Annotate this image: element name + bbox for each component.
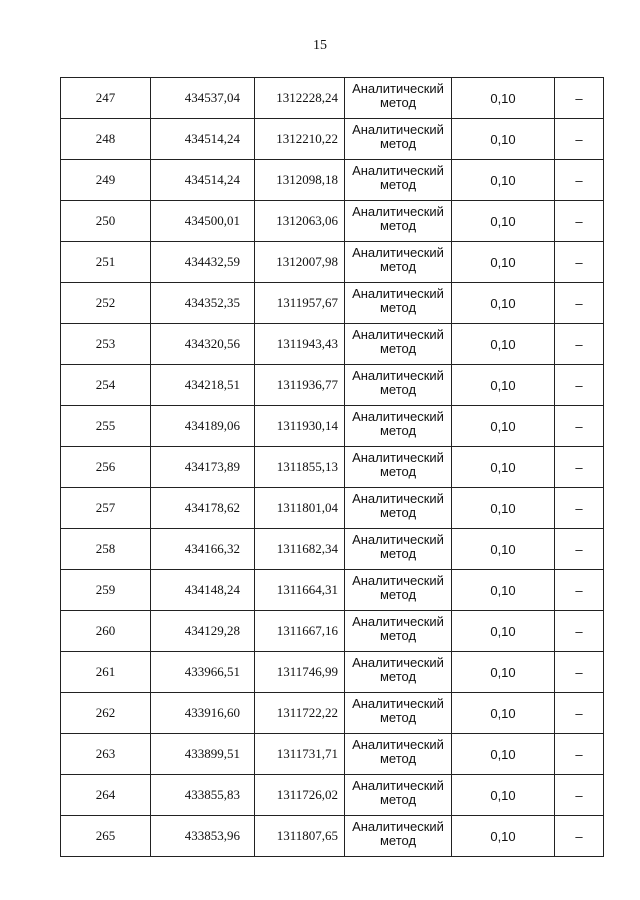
x-coordinate-cell: 433899,51 xyxy=(151,734,255,775)
x-coordinate-cell: 434352,35 xyxy=(151,283,255,324)
method-label-line2: метод xyxy=(379,464,417,479)
method-label-line2: метод xyxy=(379,218,417,233)
y-coordinate-cell: 1312210,22 xyxy=(255,119,345,160)
accuracy-cell: 0,10 xyxy=(452,570,555,611)
point-number-cell: 249 xyxy=(61,160,151,201)
method-cell xyxy=(345,652,452,693)
method-label-line2: метод xyxy=(379,628,417,643)
method-label-line2: метод xyxy=(379,792,417,807)
accuracy-cell: 0,10 xyxy=(452,693,555,734)
method-label-line2: метод xyxy=(379,669,417,684)
point-number-cell: 261 xyxy=(61,652,151,693)
point-number-cell: 256 xyxy=(61,447,151,488)
x-coordinate-cell: 433855,83 xyxy=(151,775,255,816)
method-label-line2: метод xyxy=(379,382,417,397)
coordinates-table xyxy=(60,77,604,857)
y-coordinate-cell: 1312007,98 xyxy=(255,242,345,283)
table-row xyxy=(61,611,604,652)
method-label-line2: метод xyxy=(379,423,417,438)
table-row xyxy=(61,324,604,365)
accuracy-cell: 0,10 xyxy=(452,201,555,242)
method-label-line1: Аналитический xyxy=(352,614,444,629)
method-cell xyxy=(345,406,452,447)
point-number-cell: 262 xyxy=(61,693,151,734)
method-cell xyxy=(345,119,452,160)
method-label-line1: Аналитический xyxy=(352,204,444,219)
x-coordinate-cell: 434500,01 xyxy=(151,201,255,242)
method-label-line1: Аналитический xyxy=(352,737,444,752)
method-cell xyxy=(345,611,452,652)
x-coordinate-cell: 434537,04 xyxy=(151,78,255,119)
point-number-cell: 264 xyxy=(61,775,151,816)
y-coordinate-cell: 1311930,14 xyxy=(255,406,345,447)
page-number: 15 xyxy=(313,38,327,53)
point-number-cell: 259 xyxy=(61,570,151,611)
method-label-line2: метод xyxy=(379,833,417,848)
y-coordinate-cell: 1311722,22 xyxy=(255,693,345,734)
accuracy-cell: 0,10 xyxy=(452,160,555,201)
method-label-line1: Аналитический xyxy=(352,327,444,342)
x-coordinate-cell: 434218,51 xyxy=(151,365,255,406)
method-cell xyxy=(345,529,452,570)
note-cell: – xyxy=(555,160,604,201)
point-number-cell: 252 xyxy=(61,283,151,324)
accuracy-cell: 0,10 xyxy=(452,283,555,324)
y-coordinate-cell: 1311807,65 xyxy=(255,816,345,857)
table-row xyxy=(61,652,604,693)
accuracy-cell: 0,10 xyxy=(452,652,555,693)
accuracy-cell: 0,10 xyxy=(452,447,555,488)
method-cell xyxy=(345,160,452,201)
method-cell xyxy=(345,816,452,857)
method-cell xyxy=(345,78,452,119)
method-label-line2: метод xyxy=(379,710,417,725)
method-cell xyxy=(345,447,452,488)
x-coordinate-cell: 434173,89 xyxy=(151,447,255,488)
method-cell xyxy=(345,365,452,406)
method-label-line1: Аналитический xyxy=(352,122,444,137)
table-row xyxy=(61,78,604,119)
method-label-line2: метод xyxy=(379,300,417,315)
table-row xyxy=(61,816,604,857)
note-cell: – xyxy=(555,775,604,816)
accuracy-cell: 0,10 xyxy=(452,365,555,406)
x-coordinate-cell: 434514,24 xyxy=(151,160,255,201)
method-label-line2: метод xyxy=(379,546,417,561)
note-cell: – xyxy=(555,406,604,447)
accuracy-cell: 0,10 xyxy=(452,816,555,857)
table-row xyxy=(61,283,604,324)
method-label-line1: Аналитический xyxy=(352,655,444,670)
note-cell: – xyxy=(555,324,604,365)
table-row xyxy=(61,160,604,201)
method-label-line2: метод xyxy=(379,259,417,274)
method-cell xyxy=(345,242,452,283)
method-label-line2: метод xyxy=(379,177,417,192)
method-cell xyxy=(345,734,452,775)
note-cell: – xyxy=(555,242,604,283)
accuracy-cell: 0,10 xyxy=(452,119,555,160)
x-coordinate-cell: 433916,60 xyxy=(151,693,255,734)
method-cell xyxy=(345,570,452,611)
point-number-cell: 254 xyxy=(61,365,151,406)
note-cell: – xyxy=(555,734,604,775)
note-cell: – xyxy=(555,570,604,611)
point-number-cell: 255 xyxy=(61,406,151,447)
y-coordinate-cell: 1311801,04 xyxy=(255,488,345,529)
method-label-line2: метод xyxy=(379,505,417,520)
x-coordinate-cell: 433853,96 xyxy=(151,816,255,857)
note-cell: – xyxy=(555,365,604,406)
accuracy-cell: 0,10 xyxy=(452,611,555,652)
table-row xyxy=(61,529,604,570)
x-coordinate-cell: 434189,06 xyxy=(151,406,255,447)
x-coordinate-cell: 434129,28 xyxy=(151,611,255,652)
method-label-line1: Аналитический xyxy=(352,81,444,96)
method-label-line1: Аналитический xyxy=(352,573,444,588)
y-coordinate-cell: 1312063,06 xyxy=(255,201,345,242)
x-coordinate-cell: 434148,24 xyxy=(151,570,255,611)
point-number-cell: 247 xyxy=(61,78,151,119)
y-coordinate-cell: 1311664,31 xyxy=(255,570,345,611)
accuracy-cell: 0,10 xyxy=(452,775,555,816)
coordinates-table-body xyxy=(61,78,604,857)
x-coordinate-cell: 434320,56 xyxy=(151,324,255,365)
x-coordinate-cell: 434432,59 xyxy=(151,242,255,283)
y-coordinate-cell: 1312228,24 xyxy=(255,78,345,119)
note-cell: – xyxy=(555,119,604,160)
accuracy-cell: 0,10 xyxy=(452,242,555,283)
table-row xyxy=(61,242,604,283)
y-coordinate-cell: 1311746,99 xyxy=(255,652,345,693)
y-coordinate-cell: 1311957,67 xyxy=(255,283,345,324)
note-cell: – xyxy=(555,693,604,734)
note-cell: – xyxy=(555,652,604,693)
x-coordinate-cell: 434166,32 xyxy=(151,529,255,570)
table-row xyxy=(61,119,604,160)
table-row xyxy=(61,406,604,447)
note-cell: – xyxy=(555,529,604,570)
point-number-cell: 263 xyxy=(61,734,151,775)
x-coordinate-cell: 433966,51 xyxy=(151,652,255,693)
table-row xyxy=(61,201,604,242)
method-label-line1: Аналитический xyxy=(352,696,444,711)
point-number-cell: 257 xyxy=(61,488,151,529)
method-label-line1: Аналитический xyxy=(352,409,444,424)
table-row xyxy=(61,734,604,775)
x-coordinate-cell: 434514,24 xyxy=(151,119,255,160)
method-label-line2: метод xyxy=(379,587,417,602)
table-row xyxy=(61,570,604,611)
y-coordinate-cell: 1312098,18 xyxy=(255,160,345,201)
table-row xyxy=(61,775,604,816)
note-cell: – xyxy=(555,283,604,324)
method-label-line2: метод xyxy=(379,95,417,110)
method-cell xyxy=(345,283,452,324)
method-label-line2: метод xyxy=(379,136,417,151)
method-cell xyxy=(345,488,452,529)
method-label-line1: Аналитический xyxy=(352,778,444,793)
table-row xyxy=(61,488,604,529)
y-coordinate-cell: 1311936,77 xyxy=(255,365,345,406)
method-cell xyxy=(345,324,452,365)
accuracy-cell: 0,10 xyxy=(452,78,555,119)
note-cell: – xyxy=(555,447,604,488)
y-coordinate-cell: 1311943,43 xyxy=(255,324,345,365)
method-label-line2: метод xyxy=(379,341,417,356)
y-coordinate-cell: 1311726,02 xyxy=(255,775,345,816)
x-coordinate-cell: 434178,62 xyxy=(151,488,255,529)
method-label-line1: Аналитический xyxy=(352,450,444,465)
method-cell xyxy=(345,201,452,242)
point-number-cell: 251 xyxy=(61,242,151,283)
note-cell: – xyxy=(555,611,604,652)
method-label-line1: Аналитический xyxy=(352,819,444,834)
point-number-cell: 248 xyxy=(61,119,151,160)
method-label-line1: Аналитический xyxy=(352,491,444,506)
point-number-cell: 260 xyxy=(61,611,151,652)
method-label-line1: Аналитический xyxy=(352,532,444,547)
y-coordinate-cell: 1311682,34 xyxy=(255,529,345,570)
note-cell: – xyxy=(555,78,604,119)
point-number-cell: 265 xyxy=(61,816,151,857)
method-cell xyxy=(345,693,452,734)
method-label-line2: метод xyxy=(379,751,417,766)
method-cell xyxy=(345,775,452,816)
table-row xyxy=(61,365,604,406)
point-number-cell: 253 xyxy=(61,324,151,365)
method-label-line1: Аналитический xyxy=(352,163,444,178)
method-label-line1: Аналитический xyxy=(352,286,444,301)
accuracy-cell: 0,10 xyxy=(452,529,555,570)
y-coordinate-cell: 1311731,71 xyxy=(255,734,345,775)
y-coordinate-cell: 1311855,13 xyxy=(255,447,345,488)
point-number-cell: 250 xyxy=(61,201,151,242)
note-cell: – xyxy=(555,488,604,529)
accuracy-cell: 0,10 xyxy=(452,324,555,365)
y-coordinate-cell: 1311667,16 xyxy=(255,611,345,652)
note-cell: – xyxy=(555,816,604,857)
note-cell: – xyxy=(555,201,604,242)
accuracy-cell: 0,10 xyxy=(452,406,555,447)
accuracy-cell: 0,10 xyxy=(452,734,555,775)
accuracy-cell: 0,10 xyxy=(452,488,555,529)
table-row xyxy=(61,447,604,488)
method-label-line1: Аналитический xyxy=(352,368,444,383)
table-row xyxy=(61,693,604,734)
method-label-line1: Аналитический xyxy=(352,245,444,260)
point-number-cell: 258 xyxy=(61,529,151,570)
